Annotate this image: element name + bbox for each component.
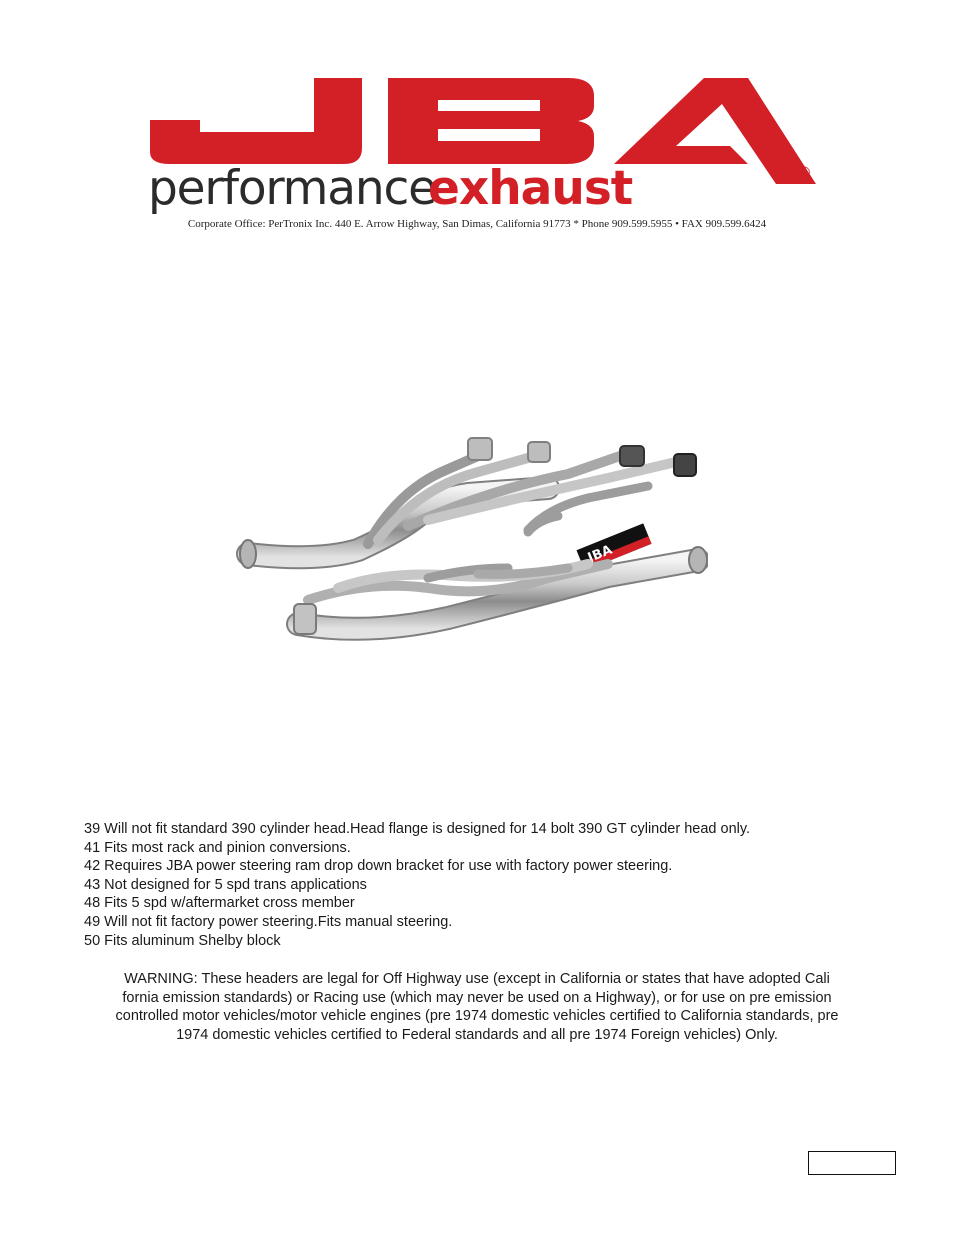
emissions-warning bbox=[82, 970, 872, 1044]
jba-logo-graphic bbox=[148, 74, 820, 220]
brand-word-performance: performance bbox=[148, 161, 436, 216]
brand-word-exhaust: exhaust bbox=[428, 161, 633, 216]
note-item: 41 Fits most rack and pinion conversions. bbox=[84, 839, 351, 856]
exhaust-headers-illustration bbox=[228, 428, 708, 668]
logo-letter-a bbox=[614, 78, 816, 184]
fitment-notes bbox=[84, 820, 884, 950]
note-item: 48 Fits 5 spd w/aftermarket cross member bbox=[84, 895, 355, 912]
warning-line: controlled motor vehicles/motor vehicle engines (pre 1974 domestic vehicles certified to California standards, pre bbox=[115, 1008, 839, 1025]
logo-letter-b bbox=[388, 78, 594, 164]
note-item: 39 Will not fit standard 390 cylinder head.Head flange is designed for 14 bolt 390 GT cylinder head only. bbox=[84, 821, 751, 837]
registered-mark: ® bbox=[796, 163, 812, 182]
product-photo-headers bbox=[228, 428, 708, 668]
warning-line: fornia emission standards) or Racing use (which may never be used on a Highway), or for use on pre emission bbox=[122, 989, 832, 1006]
note-item: 50 Fits aluminum Shelby block bbox=[84, 932, 281, 949]
warning-line: WARNING: These headers are legal for Off Highway use (except in California or states that have adopted Cali bbox=[124, 971, 830, 987]
note-item: 49 Will not fit factory power steering.Fits manual steering. bbox=[84, 913, 453, 930]
note-item: 42 Requires JBA power steering ram drop down bracket for use with factory power steering. bbox=[84, 858, 673, 875]
note-item: 43 Not designed for 5 spd trans applications bbox=[84, 876, 367, 893]
badge-text: JBA bbox=[585, 542, 615, 566]
jba-logo bbox=[148, 74, 820, 220]
warning-line: 1974 domestic vehicles certified to Federal standards and all pre 1974 Foreign vehicles) Only. bbox=[176, 1026, 778, 1043]
logo-letter-j bbox=[150, 78, 362, 164]
corporate-office-line: Corporate Office: PerTronix Inc. 440 E. Arrow Highway, San Dimas, California 91773 * Phone 909.599.5955 • FAX 909.599.6424 bbox=[187, 218, 767, 230]
form-number-box bbox=[808, 1151, 896, 1175]
